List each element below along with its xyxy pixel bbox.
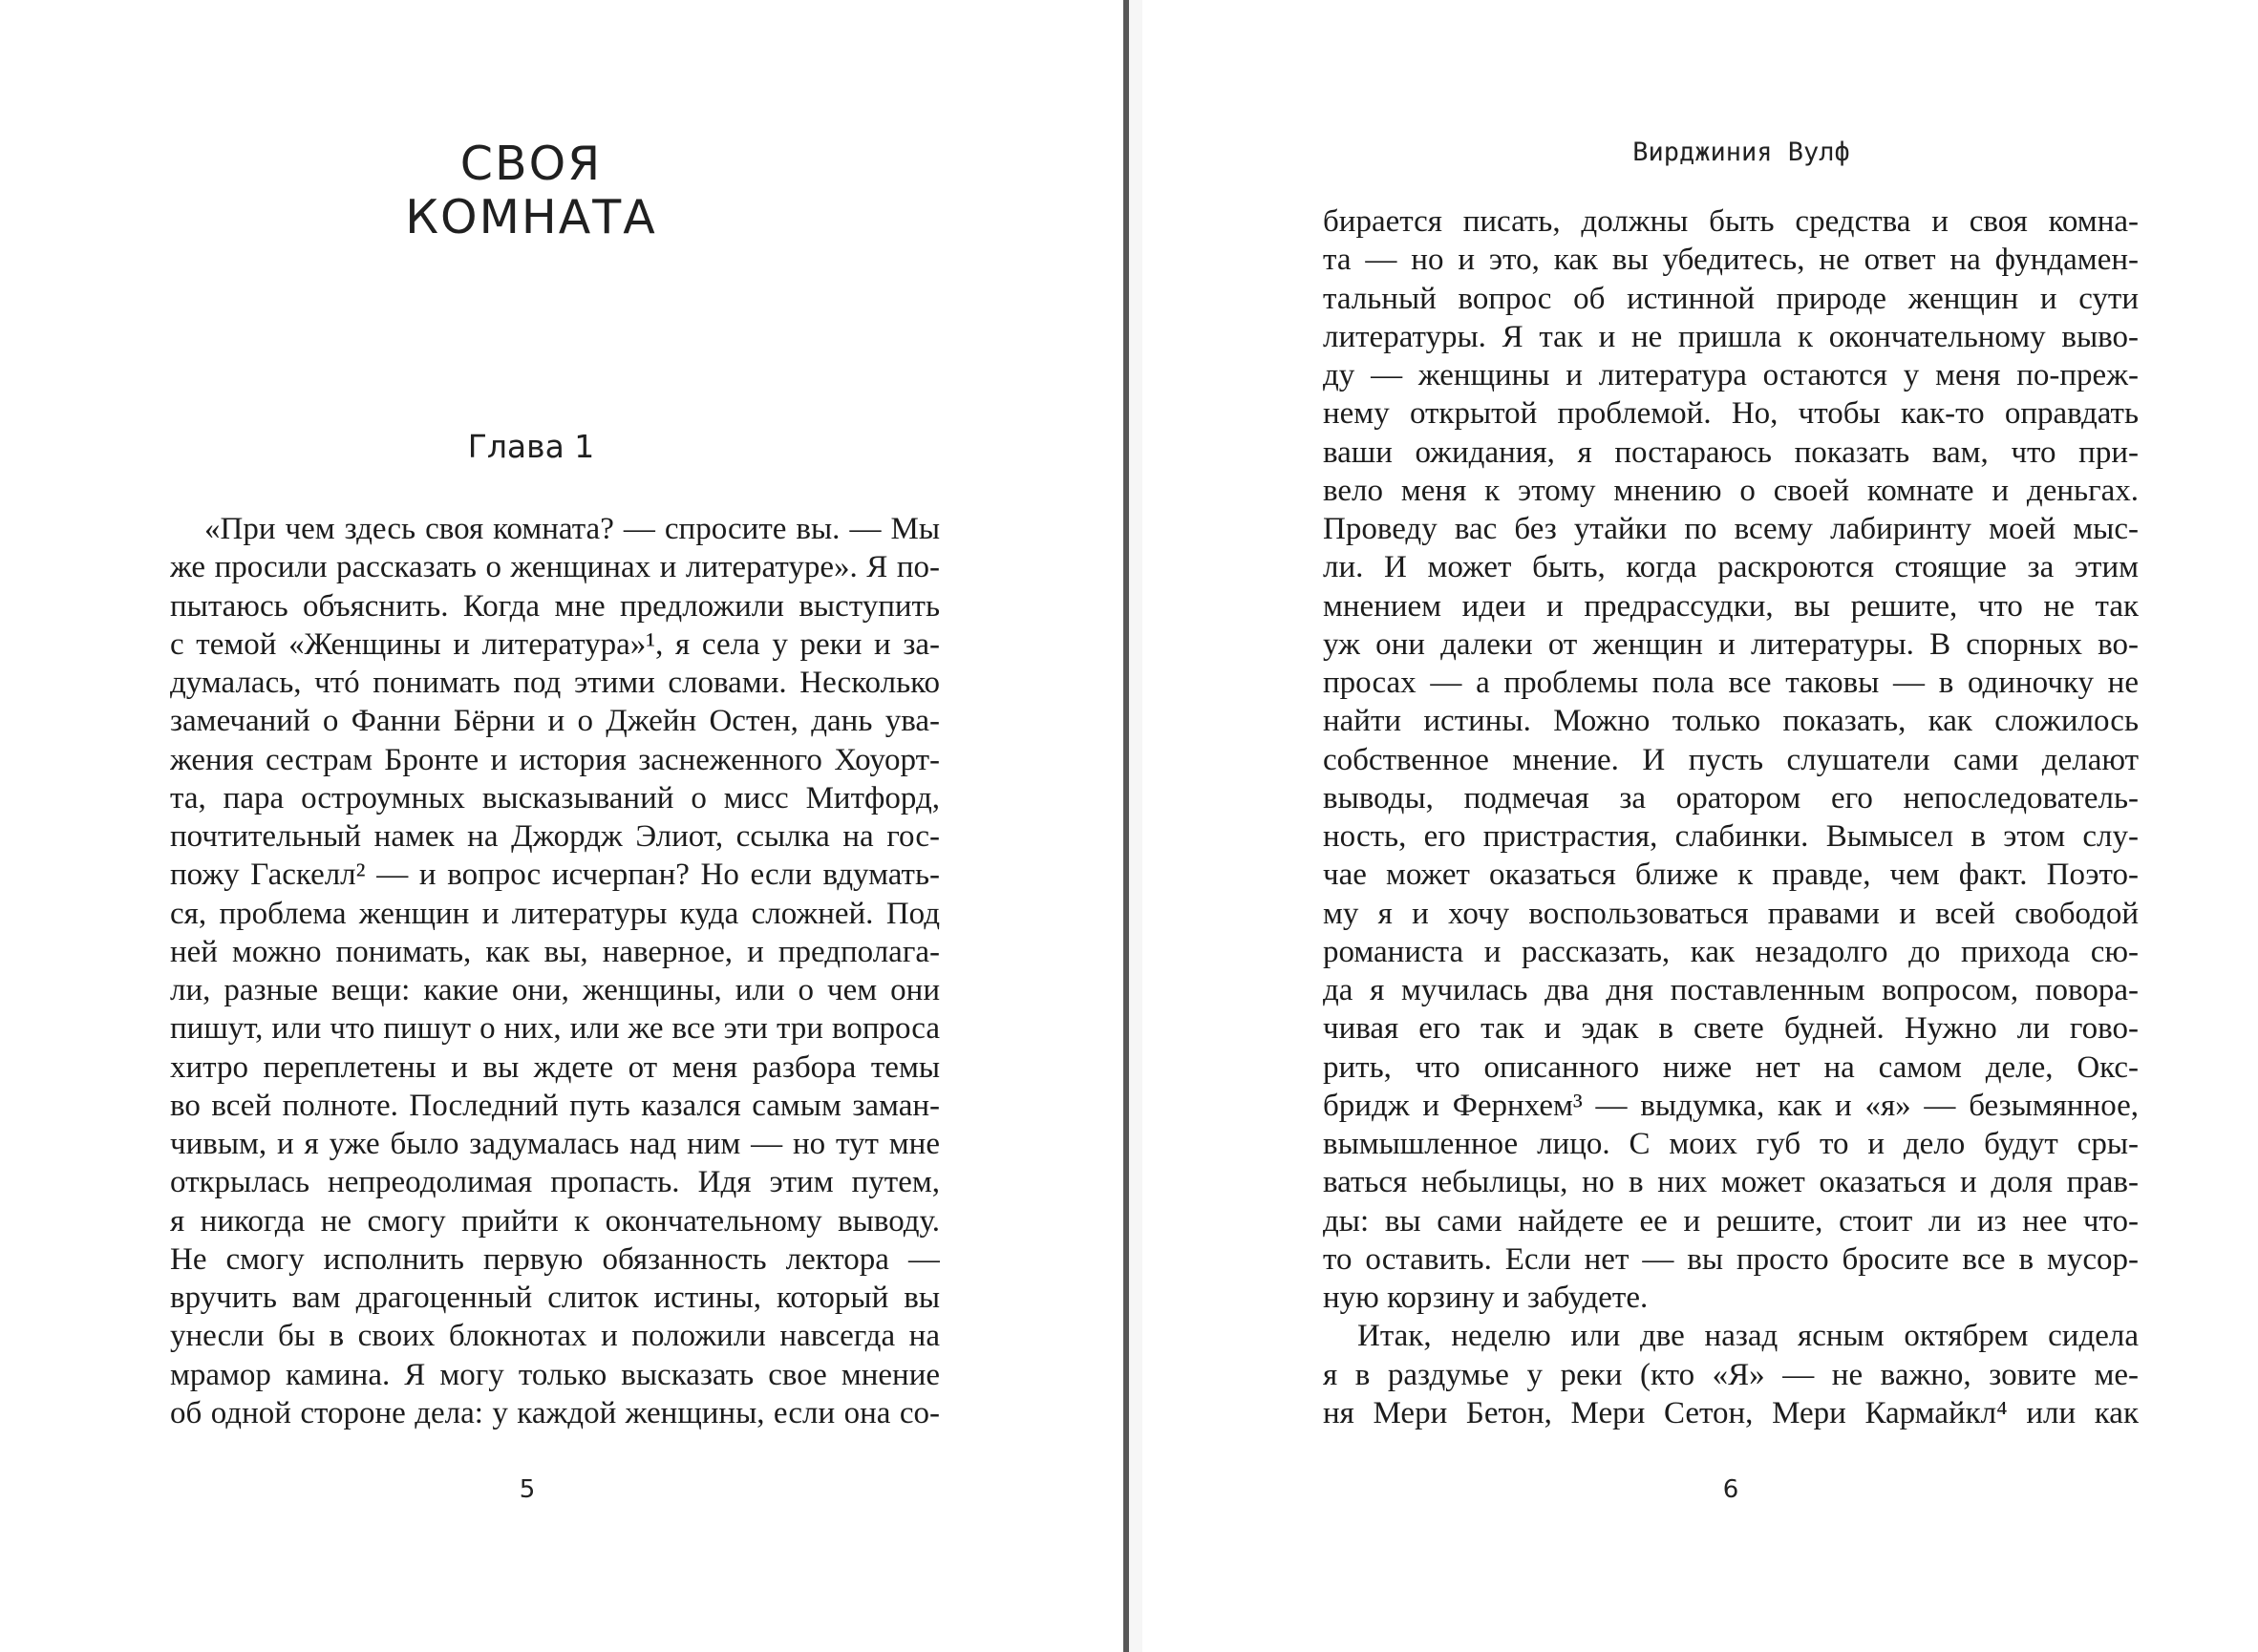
text-line: во всей полноте. Последний путь казался самым заман- <box>170 1088 940 1123</box>
text-line: Не смогу исполнить первую обязанность лектора — <box>170 1241 940 1277</box>
text-line: Проведу вас без утайки по всему лабиринту моей мыс- <box>1323 512 2139 546</box>
text-line: мнением идеи и предрассудки, вы решите, что не так <box>1323 588 2139 624</box>
text-line: ваться небылицы, но в них может оказаться и доля прав- <box>1323 1165 2139 1200</box>
page-number-right: 6 <box>1722 1475 1739 1504</box>
text-line: Итак, неделю или две назад ясным октябрем сидела <box>1357 1319 2139 1354</box>
running-head-author: Вирджиния Вулф <box>1632 138 1850 167</box>
text-line: ды: вы сами найдете ее и решите, стоит ли из нее что- <box>1323 1203 2139 1239</box>
book-title-line: КОМНАТА <box>405 190 657 244</box>
text-line: «При чем здесь своя комната? — спросите вы. — Мы <box>204 512 940 546</box>
text-line: я в раздумье у реки (кто «Я» — не важно, зовите ме- <box>1323 1357 2139 1392</box>
page-number-left: 5 <box>519 1475 536 1504</box>
chapter-heading: Глава 1 <box>467 428 595 465</box>
text-line: же просили рассказать о женщинах и литературе». Я по- <box>170 550 940 585</box>
gutter-shadow <box>1129 0 1142 1652</box>
text-line: ность, его пристрастия, слабинки. Вымысел в этом слу- <box>1323 819 2139 854</box>
text-line: ней можно понимать, как вы, наверное, и предполага- <box>170 934 940 969</box>
text-line: с темой «Женщины и литература»¹, я села у реки и за- <box>170 626 940 662</box>
text-line: ня Мери Бетон, Мери Сетон, Мери Кармайкл⁴ или как <box>1323 1395 2139 1430</box>
text-line: ваши ожидания, я постараюсь показать вам, что при- <box>1323 434 2139 470</box>
text-line: открылась непреодолимая пропасть. Идя этим путем, <box>170 1165 940 1200</box>
text-line: выводы, подмечая за оратором его непоследователь- <box>1323 780 2139 815</box>
text-line: чивым, и я уже было задумалась над ним — но тут мне <box>170 1127 940 1161</box>
text-line: нему открытой проблемой. Но, чтобы как-то оправдать <box>1323 396 2139 432</box>
text-line: тальный вопрос об истинной природе женщин и сути <box>1323 281 2139 316</box>
book-title-line: СВОЯ <box>459 137 603 191</box>
text-line: собственное мнение. И пусть слушатели сами делают <box>1323 742 2139 777</box>
text-line: рить, что описанного ниже нет на самом деле, Окс- <box>1323 1049 2139 1085</box>
text-line: ся, проблема женщин и литературы куда сложней. Под <box>170 896 940 931</box>
right-page-text <box>1323 202 2139 1432</box>
text-line: замечаний о Фанни Бёрни и о Джейн Остен, дань ува- <box>170 704 940 739</box>
text-line: найти истины. Можно только показать, как сложилось <box>1323 704 2139 739</box>
text-line: я никогда не смогу прийти к окончательному выводу. <box>170 1203 940 1239</box>
text-line: му я и хочу воспользоваться правами и всей свободой <box>1323 896 2139 931</box>
text-line: вымышленное лицо. С моих губ то и дело будут сры- <box>1323 1127 2139 1161</box>
book-title <box>0 138 1062 244</box>
text-line: ду — женщины и литература остаются у меня по-преж- <box>1323 358 2139 392</box>
text-line: та — но и это, как вы убедитесь, не ответ на фундамен- <box>1323 243 2139 278</box>
text-line: пишут, или что пишут о них, или же все эти три вопроса <box>170 1011 940 1047</box>
text-line: вручить вам драгоценный слиток истины, который вы <box>170 1281 940 1315</box>
text-line: почтительный намек на Джордж Элиот, ссылка на гос- <box>170 819 940 854</box>
text-line: чае может оказаться ближе к правде, чем факт. Поэто- <box>1323 858 2139 893</box>
text-line: да я мучилась два дня поставленным вопросом, повора- <box>1323 973 2139 1007</box>
text-line: жения сестрам Бронте и история заснеженного Хоуорт- <box>170 742 940 777</box>
text-line: бирается писать, должны быть средства и своя комна- <box>1323 204 2139 239</box>
text-line: то оставить. Если нет — вы просто бросите все в мусор- <box>1323 1241 2139 1277</box>
text-line: романиста и рассказать, как незадолго до прихода сю- <box>1323 934 2139 969</box>
text-line: пожу Гаскелл² — и вопрос исчерпан? Но если вдумать- <box>170 858 940 893</box>
text-line: об одной стороне дела: у каждой женщины, если она со- <box>170 1395 940 1430</box>
text-line: ли. И может быть, когда раскроются стоящие за этим <box>1323 550 2139 585</box>
text-line: литературы. Я так и не пришла к окончательному выво- <box>1323 319 2139 354</box>
text-line: думалась, чтó понимать под этими словами. Несколько <box>170 666 940 700</box>
text-line: та, пара остроумных высказываний о мисс Митфорд, <box>170 780 940 815</box>
text-line: бридж и Фернхем³ — выдумка, как и «я» — безымянное, <box>1323 1088 2139 1123</box>
left-page-text <box>170 510 940 1432</box>
text-line: ную корзину и забудете. <box>1323 1281 1649 1315</box>
text-line: хитро переплетены и вы ждете от меня разбора темы <box>170 1049 940 1085</box>
text-line: унесли бы в своих блокнотах и положили навсегда на <box>170 1319 940 1354</box>
text-line: пытаюсь объяснить. Когда мне предложили выступить <box>170 588 940 624</box>
text-line: вело меня к этому мнению о своей комнате и деньгах. <box>1323 473 2139 508</box>
text-line: просах — а проблемы пола все таковы — в одиночку не <box>1323 666 2139 700</box>
text-line: мрамор камина. Я могу только высказать свое мнение <box>170 1357 940 1392</box>
text-line: ли, разные вещи: какие они, женщины, или о чем они <box>170 973 940 1007</box>
text-line: чивая его так и эдак в свете будней. Нужно ли гово- <box>1323 1011 2139 1047</box>
text-line: уж они далеки от женщин и литературы. В спорных во- <box>1323 626 2139 662</box>
